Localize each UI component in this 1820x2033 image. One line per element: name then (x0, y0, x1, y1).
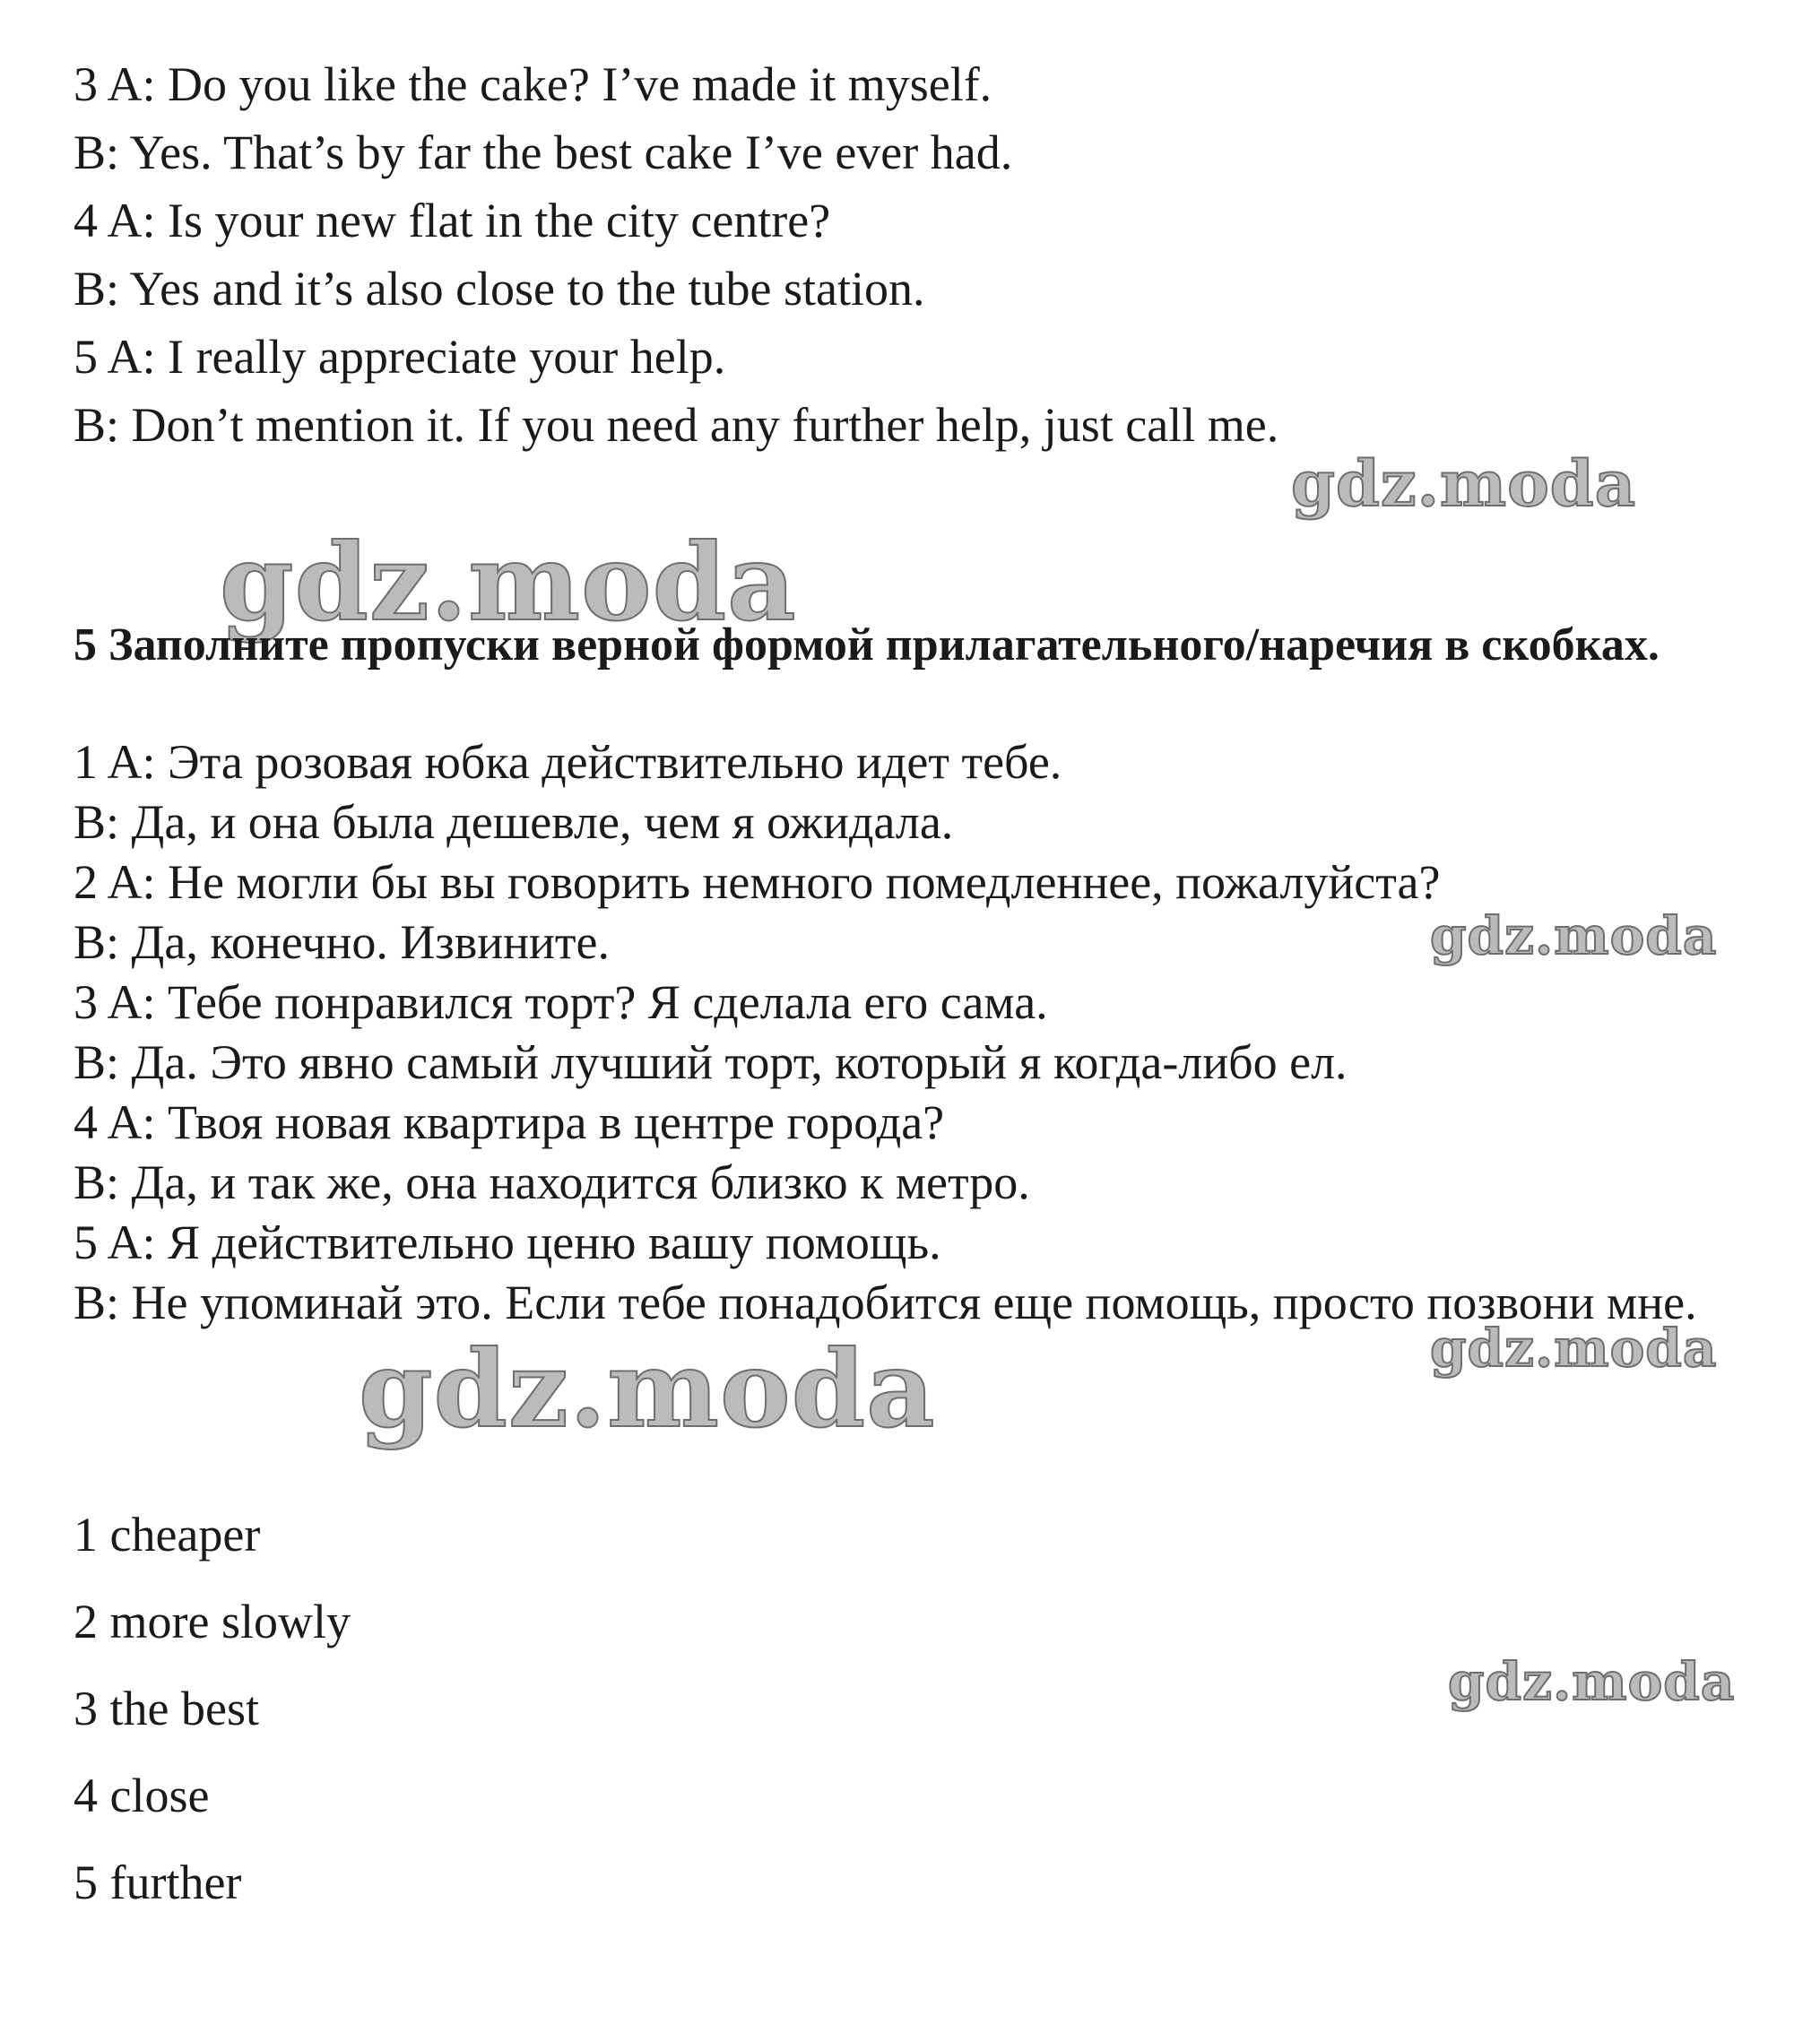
watermark: gdz.moda (220, 520, 797, 645)
answer-item: 5 further (74, 1856, 242, 1909)
dialogue-line: 4 A: Твоя новая квартира в центре города? (74, 1095, 945, 1149)
dialogue-line: 4 A: Is your new flat in the city centre? (74, 194, 831, 247)
dialogue-line: B: Да. Это явно самый лучший торт, который я когда-либо ел. (74, 1035, 1348, 1089)
dialogue-line: 3 A: Do you like the cake? I’ve made it myself. (74, 57, 992, 111)
dialogue-line: B: Да, и так же, она находится близко к метро. (74, 1155, 1030, 1209)
dialogue-line: B: Да, конечно. Извините. (74, 915, 610, 969)
answer-item: 2 more slowly (74, 1595, 351, 1648)
dialogue-line: 3 A: Тебе понравился торт? Я сделала его сама. (74, 975, 1048, 1029)
answer-item: 3 the best (74, 1682, 259, 1735)
dialogue-line: 1 A: Эта розовая юбка действительно идет тебе. (74, 735, 1062, 789)
dialogue-line: B: Don’t mention it. If you need any further help, just call me. (74, 398, 1279, 452)
watermark: gdz.moda (1448, 1651, 1736, 1712)
dialogue-line: B: Не упоминай это. Если тебе понадобится еще помощь, просто позвони мне. (74, 1276, 1697, 1329)
dialogue-line: 2 A: Не могли бы вы говорить немного помедленнее, пожалуйста? (74, 855, 1441, 909)
task-heading: 5 Заполните пропуски верной формой прилагательного/наречия в скобках. (74, 619, 1660, 670)
watermark: gdz.moda (359, 1327, 936, 1451)
dialogue-line: 5 A: I really appreciate your help. (74, 330, 726, 384)
watermark: gdz.moda (1291, 446, 1637, 521)
answer-item: 1 cheaper (74, 1508, 261, 1562)
watermark: gdz.moda (1430, 1318, 1718, 1379)
dialogue-line: 5 A: Я действительно ценю вашу помощь. (74, 1215, 941, 1269)
watermark: gdz.moda (1430, 905, 1718, 966)
dialogue-line: B: Yes. That’s by far the best cake I’ve ever had. (74, 125, 1013, 179)
answer-item: 4 close (74, 1769, 210, 1822)
dialogue-line: B: Да, и она была дешевле, чем я ожидала. (74, 795, 954, 849)
dialogue-line: B: Yes and it’s also close to the tube station. (74, 262, 925, 316)
